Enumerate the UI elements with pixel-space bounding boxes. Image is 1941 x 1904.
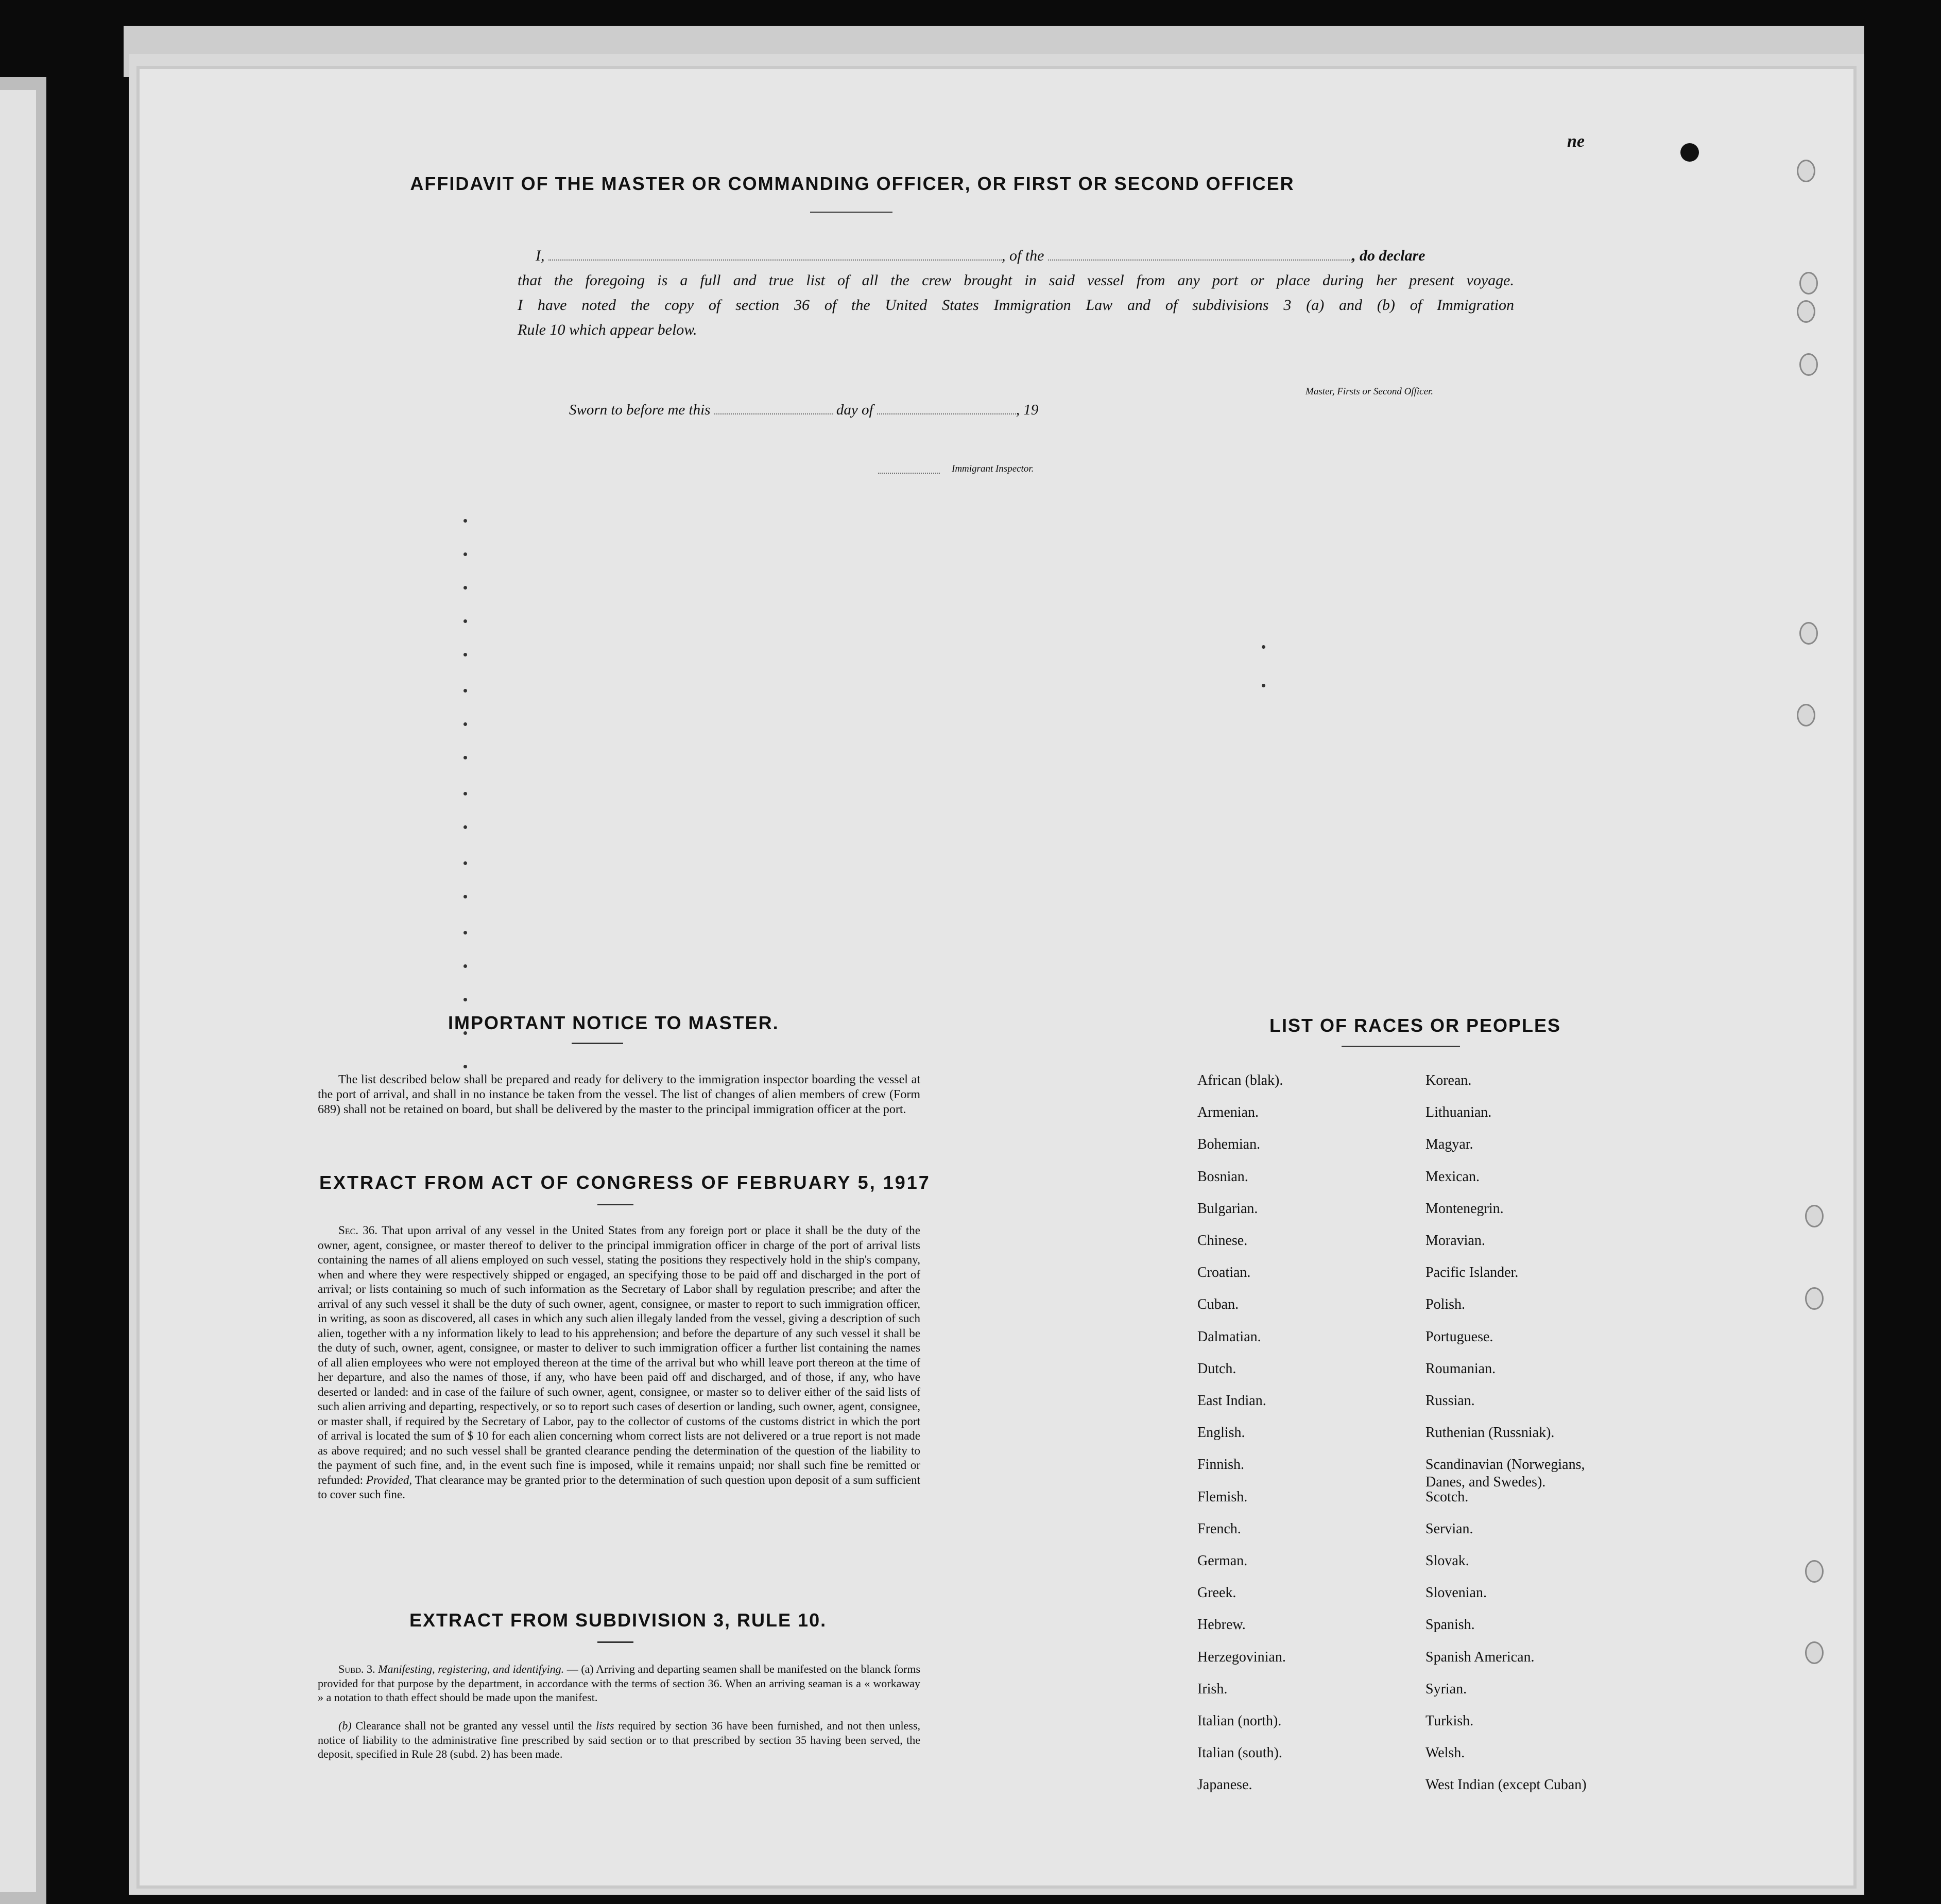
race-item: Scotch. [1425, 1488, 1469, 1505]
race-item: Roumanian. [1425, 1360, 1496, 1377]
rule-subd: Subd. 3. [338, 1663, 375, 1675]
ledger-dot [463, 653, 467, 656]
race-item: French. [1197, 1520, 1241, 1537]
ledger-dot [463, 586, 467, 590]
race-item: Italian (north). [1197, 1713, 1282, 1729]
affidavit-line4: Rule 10 which appear below. [518, 321, 697, 338]
binder-hole [1797, 300, 1815, 323]
races-title-rule [1342, 1046, 1460, 1047]
binder-hole [1797, 704, 1815, 726]
affidavit-of-the: , of the [1002, 247, 1044, 264]
race-item: Croatian. [1197, 1265, 1251, 1281]
race-item: Dutch. [1197, 1360, 1236, 1377]
ledger-dot [463, 825, 467, 829]
day-of-text: day of [836, 402, 873, 418]
race-item: Flemish. [1197, 1488, 1248, 1505]
race-item: Dalmatian. [1197, 1328, 1261, 1345]
race-item: Hebrew. [1197, 1617, 1246, 1633]
race-item: Finnish. [1197, 1457, 1245, 1473]
notice-title-rule [572, 1043, 623, 1044]
race-item: Servian. [1425, 1520, 1473, 1537]
sworn-text: Sworn to before me this [569, 402, 711, 418]
race-item: Scandinavian (Norwegians, [1425, 1457, 1585, 1473]
act-title: EXTRACT FROM ACT OF CONGRESS OF FEBRUARY 5, 1917 [319, 1172, 931, 1193]
ledger-dot [463, 998, 467, 1001]
race-item: Welsh. [1425, 1745, 1465, 1761]
binder-hole [1799, 353, 1818, 376]
notice-title: IMPORTANT NOTICE TO MASTER. [448, 1012, 779, 1033]
race-item: Magyar. [1425, 1136, 1473, 1153]
rule-title-rule [597, 1641, 633, 1643]
rule-b-text1: Clearance shall not be granted any vessel until the [355, 1719, 592, 1732]
rule-b-text2: required by section 36 have been furnished, and not then unless, notice of liability to the administrative fine prescribed by said section or to that prescribed by section 35 having been served, the deposit, specified in Rule 28 (subd. 2) has been made. [318, 1719, 921, 1760]
race-item: Mexican. [1425, 1168, 1480, 1185]
ledger-dot [463, 722, 467, 726]
ledger-dot [463, 519, 467, 523]
ledger-dot [463, 756, 467, 759]
act-title-rule [597, 1204, 633, 1205]
page-mark: ne [1567, 132, 1585, 151]
race-item: Chinese. [1197, 1233, 1248, 1249]
race-item: Spanish American. [1425, 1649, 1535, 1665]
rule-b-label: (b) [338, 1719, 352, 1732]
race-item: Japanese. [1197, 1777, 1252, 1793]
inspector-signature-blank [878, 473, 940, 474]
race-item: Slovak. [1425, 1553, 1469, 1569]
race-item: Armenian. [1197, 1104, 1259, 1121]
ledger-dot [463, 552, 467, 556]
race-item: Greek. [1197, 1585, 1236, 1601]
rule-title: EXTRACT FROM SUBDIVISION 3, RULE 10. [409, 1609, 827, 1631]
race-item: English. [1197, 1425, 1245, 1441]
binder-hole [1797, 160, 1815, 182]
race-item: Korean. [1425, 1072, 1472, 1088]
binder-hole [1799, 622, 1818, 645]
ledger-dot [463, 1065, 467, 1068]
race-item: Bulgarian. [1197, 1200, 1258, 1217]
sworn-line [569, 402, 1038, 419]
race-item: Ruthenian (Russniak). [1425, 1425, 1555, 1441]
notice-text: The list described below shall be prepared and ready for delivery to the immigration inspector boarding the vessel at the port of arrival, and shall in no instance be taken from the vessel. The list of changes of alien members of crew (Form 689) shall not be retained on board, but shall be delivered by the master to the principal immigration officer at the port. [318, 1073, 920, 1116]
affidavit-line3: I have noted the copy of section 36 of the United States Immigration Law and of subdivisions 3 (a) and (b) of Immigration [518, 297, 1514, 314]
binder-hole [1799, 272, 1818, 295]
race-item: German. [1197, 1553, 1248, 1569]
affidavit-line1 [536, 247, 1514, 265]
affidavit-title: AFFIDAVIT OF THE MASTER OR COMMANDING OFFICER, OR FIRST OR SECOND OFFICER [410, 173, 1295, 194]
signature-label: Master, Firsts or Second Officer. [1306, 386, 1434, 397]
rule-subd-b [318, 1719, 920, 1761]
ledger-dot [463, 964, 467, 968]
rule-b-lists: lists [596, 1719, 614, 1732]
race-item: Moravian. [1425, 1233, 1485, 1249]
binder-hole [1805, 1205, 1824, 1227]
vessel-name-blank [1048, 259, 1352, 261]
race-item: Spanish. [1425, 1617, 1475, 1633]
act-body-end: That clearance may be granted prior to the determination of such question upon deposit of a sum sufficient to cover such fine. [318, 1473, 920, 1501]
ledger-dot [463, 931, 467, 934]
race-item: East Indian. [1197, 1393, 1266, 1409]
race-item: Syrian. [1425, 1681, 1467, 1697]
races-title: LIST OF RACES OR PEOPLES [1269, 1015, 1561, 1036]
ledger-dot [463, 619, 467, 623]
left-page-strip [0, 90, 36, 1892]
race-item: Lithuanian. [1425, 1104, 1492, 1121]
race-item: Russian. [1425, 1393, 1475, 1409]
race-item: Italian (south). [1197, 1745, 1282, 1761]
rule-subd-a [318, 1662, 920, 1705]
sworn-month-blank [877, 413, 1016, 414]
ledger-dot [463, 689, 467, 693]
rule-a-text: — (a) Arriving and departing seamen shall be manifested on the blanck forms provided for that purpose by the department, in accordance with the terms of section 36. When an arriving seaman is a « workaway » a notation to thath effect should be made upon the manifest. [318, 1663, 921, 1704]
race-item: Turkish. [1425, 1713, 1474, 1729]
ledger-dot [463, 895, 467, 898]
race-item: Portuguese. [1425, 1328, 1493, 1345]
race-item: Herzegovinian. [1197, 1649, 1286, 1665]
sworn-day-blank [714, 413, 833, 414]
binder-hole [1805, 1641, 1824, 1664]
race-item-continuation: Danes, and Swedes). [1425, 1474, 1546, 1490]
binder-hole [1805, 1560, 1824, 1583]
ledger-dot [463, 792, 467, 795]
race-item: Slovenian. [1425, 1585, 1487, 1601]
act-section: Sec. 36. [338, 1224, 378, 1237]
affidavit-i: I, [536, 247, 545, 264]
ledger-dot [1262, 684, 1265, 687]
inspector-label: Immigrant Inspector. [952, 463, 1034, 474]
ink-blot [1680, 143, 1699, 162]
race-item: Pacific Islander. [1425, 1265, 1519, 1281]
act-text [318, 1223, 920, 1502]
race-item: Polish. [1425, 1296, 1466, 1313]
act-provided: Provided, [366, 1473, 413, 1486]
race-item: Cuban. [1197, 1296, 1239, 1313]
affidavit-line2: that the foregoing is a full and true list of all the crew brought in said vessel from any port or place during her present voyage. [518, 272, 1514, 289]
rule-subd-title: Manifesting, registering, and identifying. [378, 1663, 564, 1675]
race-item: Bohemian. [1197, 1136, 1261, 1153]
act-body: That upon arrival of any vessel in the United States from any foreign port or place it shall be the duty of the owner, agent, consignee, or master thereof to deliver to the principal immigration officer in charge of the port of arrival lists containing the names of all aliens employed on such vessel, stating the positions they respectively hold in the ship's company, when and where they were respectively shipped or engaged, an specifying those to be paid off and discharged in the port of arrival; or lists containing so much of such information as the Secretary of Labor shall by regulation prescribe; and after the arrival of any such vessel it shall be the duty of such owner, agent, consignee, or master to report to such immigration officer, in writing, as soon as discovered, all cases in which any such alien illegaly landed from the vessel, giving a description of such alien, together with a ny information likely to lead to his apprehension; and before the departure of any such vessel it shall be the duty of such, owner, agent, consignee, or master to deliver to such immigration officer a further list containing the names of all alien employees who were not employed thereon at the time of the arrival but who whill leave port thereon at the time of her departure, and also the names of those, if any, who have been paid off and discharged, and of those, if any, who have deserted or landed: and in case of the failure of such owner, agent, consignee, or master so to deliver either of the said lists of such alien arriving and departing, respectively, or so to report such cases of desertion or landing, such owner, agent, consignee, or master shall, if required by the Secretary of Labor, pay to the collector of customs of the customs district in which the port of arrival is located the sum of $ 10 for each alien concerning whom correct lists are not delivered or a true report is not made as above required; and no such vessel shall be granted clearance pending the determination of the question of the liability to the payment of such fine, and, in the event such fine is imposed, while it remains unpaid; nor shall such fine be remitted or refunded: [318, 1224, 920, 1486]
manifest-page [136, 66, 1857, 1889]
binder-hole [1805, 1287, 1824, 1310]
year-text: , 19 [1016, 402, 1039, 418]
race-item: Bosnian. [1197, 1168, 1248, 1185]
ledger-dot [463, 861, 467, 865]
affidavit-declare: , do declare [1352, 247, 1425, 264]
affidavit-title-rule [810, 212, 892, 213]
race-item: Irish. [1197, 1681, 1228, 1697]
race-item: Montenegrin. [1425, 1200, 1504, 1217]
race-item: West Indian (except Cuban) [1425, 1777, 1587, 1793]
ledger-dot [1262, 645, 1265, 649]
race-item: African (blak). [1197, 1072, 1283, 1088]
master-name-blank [548, 259, 1002, 261]
